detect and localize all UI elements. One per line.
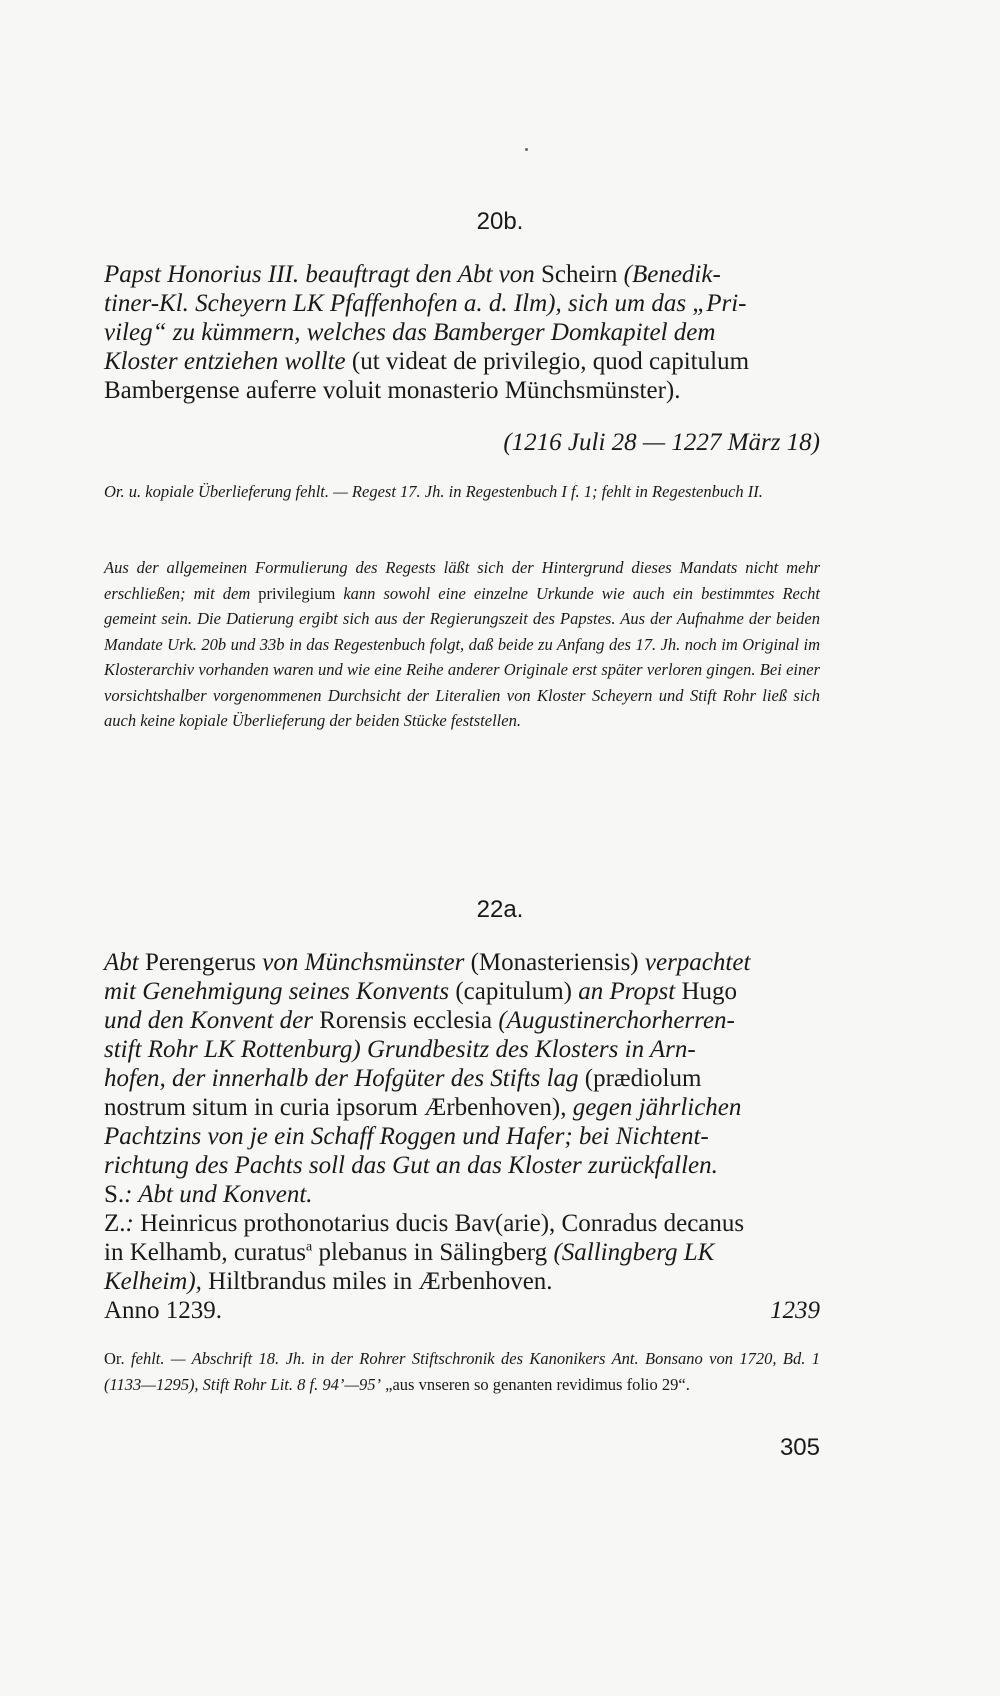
- doc-22a-number: 22a.: [476, 896, 524, 923]
- doc-20b-number: 20b.: [476, 208, 524, 235]
- doc-22a-regest: Abt Perengerus von Münchsmünster (Monasteriensis) verpachtet mit Genehmigung seines Konvents (capitulum) an Propst Hugo und den Konvent der Rorensis ecclesia (Augustinerchorherren- stift Rohr LK Rottenburg) Grundbesitz des Klosters in Arn- hofen, der innerhalb der Hofgüter des Stifts lag (prædiolum nostrum situm in curia ipsorum Ærbenhoven), gegen jährlichen Pachtzins von je ein Schaff Roggen und Hafer; bei Nichtent- richtung des Pachts soll das Gut an das Kloster zurückfallen.: [104, 949, 751, 1179]
- doc-20b-regest: Papst Honorius III. beauftragt den Abt von Scheirn (Benedik- tiner-Kl. Scheyern LK Pfaffenhofen a. d. Ilm), sich um das „Pri- vileg“ zu kümmern, welches das Bamberger Domkapitel dem Kloster entziehen wollte (ut videat de privilegio, quod capitulum Bambergense auferre voluit monasterio Münchsmünster).: [104, 261, 750, 404]
- doc-22a-anno: Anno 1239.: [104, 1297, 223, 1324]
- speck: [525, 148, 528, 151]
- doc-20b-tradition: Or. u. kopiale Überlieferung fehlt. — Regest 17. Jh. in Regestenbuch I f. 1; fehlt in Regestenbuch II.: [104, 482, 763, 501]
- doc-22a-sealers: S.: Abt und Konvent.: [104, 1181, 313, 1208]
- doc-22a-tradition: Or. fehlt. — Abschrift 18. Jh. in der Rohrer Stiftschronik des Kanonikers Ant. Bonsano von 1720, Bd. 1 (1133—1295), Stift Rohr Lit. 8 f. 94’—95’ „aus vnseren so genanten revidimus folio 29“.: [104, 1349, 821, 1394]
- doc-20b-commentary: Aus der allgemeinen Formulierung des Regests läßt sich der Hintergrund dieses Mandats nicht mehr erschließen; mit dem privilegium kann sowohl eine einzelne Urkunde wie auch ein bestimmtes Recht gemeint sein. Die Datierung ergibt sich aus der Regierungszeit des Papstes. Aus der Aufnahme der beiden Mandate Urk. 20b und 33b in das Regestenbuch folgt, daß beide zu Anfang des 17. Jh. noch im Original im Klosterarchiv vorhanden waren und wie eine Reihe anderer Originale erst später verloren gingen. Bei einer vorsichtshalber vorgenommenen Durchsicht der Literalien von Kloster Scheyern und Stift Rohr ließ sich auch keine kopiale Überlieferung der beiden Stücke feststellen.: [104, 558, 821, 730]
- page-number: 305: [779, 1434, 820, 1461]
- doc-22a-witnesses: Z.: Heinricus prothonotarius ducis Bav(arie), Conradus decanus in Kelhamb, curatus$^a$ plebanus in Sälingberg (Sallingberg LK Kelheim), Hiltbrandus miles in Ærbenhoven.: [104, 1210, 745, 1295]
- doc-22a-date: 1239: [770, 1297, 820, 1324]
- doc-22a-anno-row: [104, 1296, 820, 1325]
- doc-20b-date: (1216 Juli 28 — 1227 März 18): [503, 429, 820, 456]
